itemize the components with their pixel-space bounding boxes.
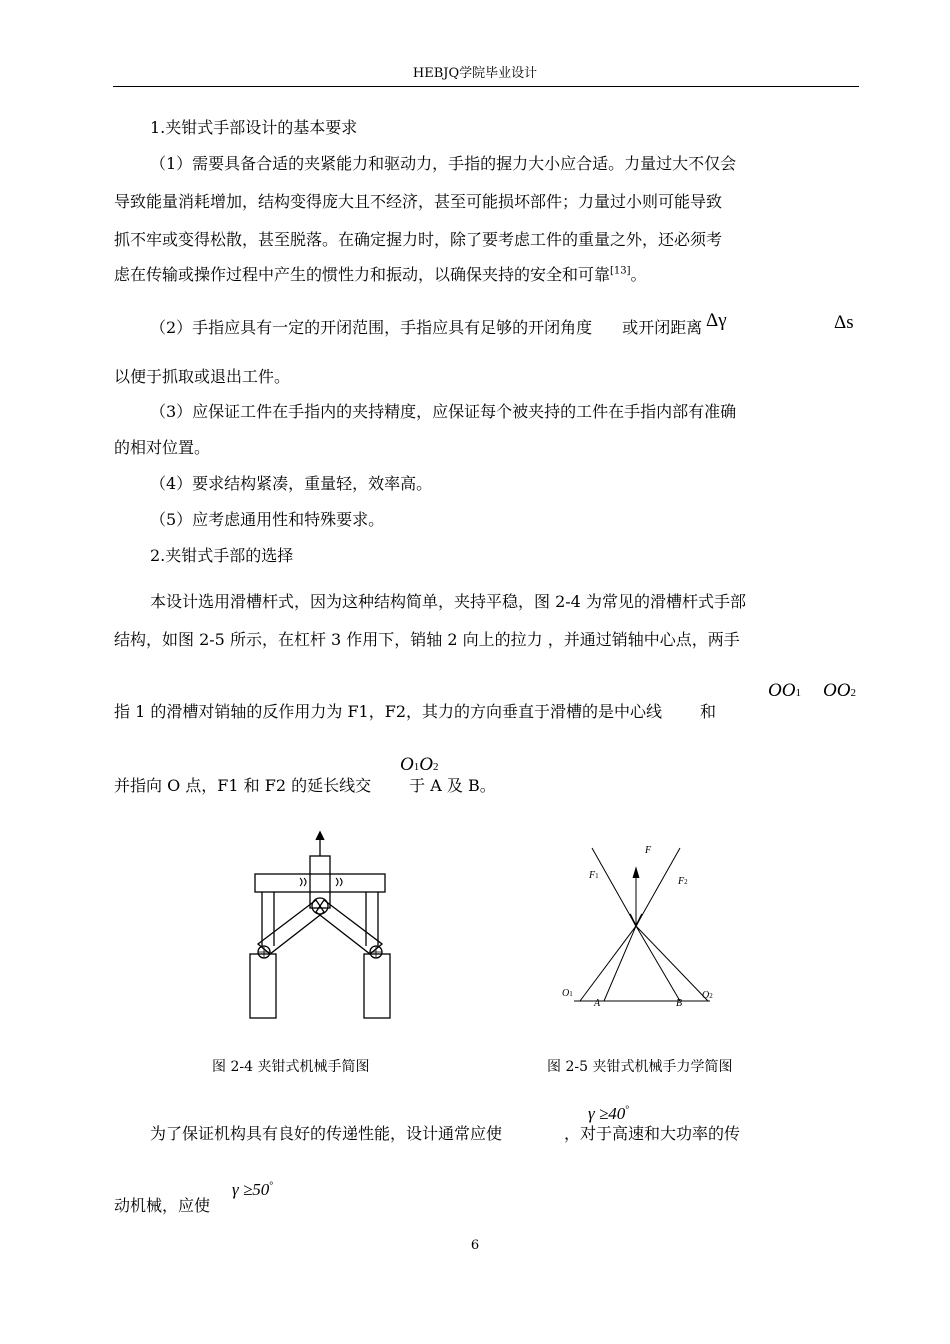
para-6-line-3-text: 指 1 的滑槽对销轴的反作用力为 F1，F2，其力的方向垂直于滑槽的是中心线 [114, 702, 663, 721]
para-2-text-b: 或开闭距离 [622, 318, 703, 337]
para-1-line-3: 抓不牢或变得松散，甚至脱落。在确定握力时，除了要考虑工件的重量之外，还必须考 [114, 230, 723, 249]
para-2-line-1 [150, 318, 702, 338]
para-1-line-1: （1）需要具备合适的夹紧能力和驱动力，手指的握力大小应合适。力量过大不仅会 [150, 154, 737, 173]
para-7-line-2: 动机械，应使 [114, 1196, 211, 1215]
para-6-line-3-and: 和 [700, 702, 717, 721]
figure-2-5-drawing [560, 836, 730, 1016]
para-6-line-4 [114, 776, 496, 796]
figure-2-4-drawing [240, 826, 400, 1026]
section-1-title: 1.夹钳式手部设计的基本要求 [150, 118, 358, 137]
fig5-label-F2: F2 [678, 876, 688, 887]
para-6-line-1: 本设计选用滑槽杆式，因为这种结构简单，夹持平稳，图 2-4 为常见的滑槽杆式手部 [150, 592, 746, 611]
para-4: （4）要求结构紧凑，重量轻，效率高。 [150, 474, 433, 493]
section-2-title: 2.夹钳式手部的选择 [150, 546, 294, 565]
para-7-line-1 [150, 1124, 740, 1144]
para-1-line-2: 导致能量消耗增加，结构变得庞大且不经济，甚至可能损坏部件；力量过小则可能导致 [114, 192, 723, 211]
figure-2-4-caption: 图 2-4 夹钳式机械手简图 [212, 1059, 370, 1075]
para-1-line-4-text: 虑在传输或操作过程中产生的惯性力和振动，以确保夹持的安全和可靠 [114, 265, 611, 284]
para-6-line-4-text: 并指向 O 点，F1 和 F2 的延长线交 [114, 776, 372, 795]
symbol-gamma-40: γ ≥40° [588, 1104, 630, 1123]
fig5-label-A: A [594, 998, 601, 1009]
para-2-text-a: （2）手指应具有一定的开闭范围，手指应具有足够的开闭角度 [150, 318, 593, 337]
para-7-line-1-text: 为了保证机构具有良好的传递性能，设计通常应使 [150, 1124, 503, 1143]
symbol-delta-gamma: Δγ [706, 310, 727, 331]
para-2-line-2: 以便于抓取或退出工件。 [114, 367, 291, 386]
header-rule [113, 86, 859, 87]
symbol-gamma-50: γ ≥50° [232, 1180, 274, 1199]
para-3-line-1: （3）应保证工件在手指内的夹持精度，应保证每个被夹持的工件在手指内部有准确 [150, 402, 737, 421]
page-header: HEBJQ学院毕业设计 [412, 66, 538, 81]
fig5-label-F1: F1 [589, 870, 599, 881]
para-6-line-3 [114, 702, 716, 722]
symbol-o1o2: O1O2 [400, 754, 439, 775]
symbol-oo2: OO2 [823, 680, 856, 701]
fig5-label-O2: O2 [702, 990, 713, 1001]
para-6-line-2: 结构，如图 2-5 所示，在杠杆 3 作用下，销轴 2 向上的拉力 ，并通过销轴中心点，两手 [114, 630, 740, 649]
figure-2-5-caption: 图 2-5 夹钳式机械手力学简图 [547, 1059, 733, 1075]
symbol-delta-s: Δs [834, 312, 854, 333]
fig5-label-O1: O1 [562, 988, 573, 999]
symbol-oo1: OO1 [768, 680, 801, 701]
para-5: （5）应考虑通用性和特殊要求。 [150, 510, 385, 529]
para-3-line-2: 的相对位置。 [114, 438, 211, 457]
para-1-line-4-end: 。 [630, 265, 647, 284]
page-number: 6 [470, 1238, 480, 1253]
para-6-line-4-end: 于 A 及 B。 [409, 776, 496, 795]
para-7-line-1-end: ，对于高速和大功率的传 [564, 1124, 741, 1143]
fig5-label-F: F [645, 845, 652, 856]
citation-ref: [13] [610, 265, 631, 277]
para-1-line-4 [114, 265, 647, 285]
fig5-label-B: B [676, 998, 683, 1009]
